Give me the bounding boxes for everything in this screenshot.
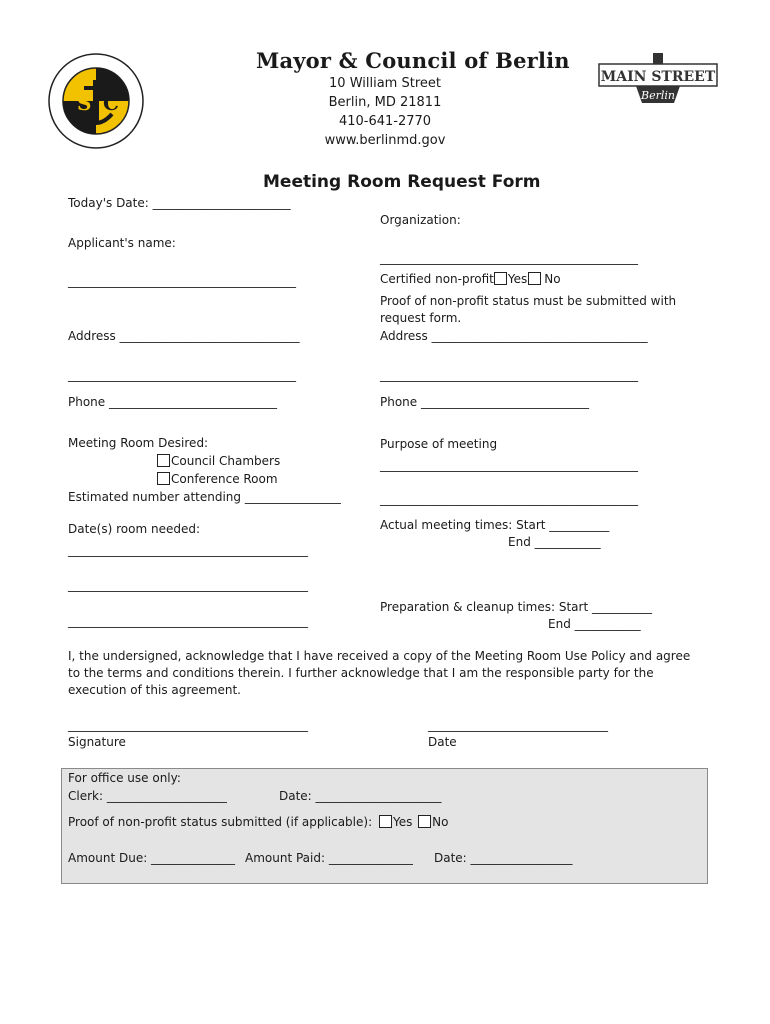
conference-room-checkbox[interactable] <box>157 472 170 485</box>
svg-text:S: S <box>77 91 92 115</box>
proof-note-line1: Proof of non-profit status must be submitted with <box>380 294 677 308</box>
prep-start-field[interactable]: Preparation & cleanup times: Start __________ <box>380 600 652 614</box>
proof-note-line2: request form. <box>380 311 462 325</box>
office-date-field[interactable]: Date: _____________________ <box>279 789 442 803</box>
form-title: Meeting Room Request Form <box>263 172 541 192</box>
dates-needed-line[interactable]: ________________________________________ <box>68 614 308 628</box>
organization-address-line2[interactable]: ___________________________________________ <box>380 368 638 382</box>
office-use-title: For office use only: <box>68 771 181 785</box>
office-proof-yes-label: Yes <box>392 815 413 829</box>
main-street-logo-subtext: Berlin <box>641 89 675 102</box>
purpose-line[interactable]: ___________________________________________ <box>380 458 638 472</box>
council-chambers-checkbox[interactable] <box>157 454 170 467</box>
page-title: Mayor & Council of Berlin <box>256 48 570 73</box>
organization-address-field[interactable]: Address ____________________________________ <box>380 329 648 343</box>
website: www.berlinmd.gov <box>324 133 446 148</box>
prep-end-field[interactable]: End ___________ <box>548 617 641 631</box>
amount-due-field[interactable]: Amount Due: ______________ <box>68 851 236 865</box>
amount-paid-field[interactable]: Amount Paid: ______________ <box>245 851 413 865</box>
certified-nonprofit-label: Certified non-profit <box>380 272 494 286</box>
office-proof-yes-checkbox[interactable] <box>379 815 392 828</box>
main-street-logo-text: MAIN STREET <box>600 69 716 85</box>
main-street-logo <box>598 52 718 104</box>
todays-date-field[interactable]: Today's Date: _______________________ <box>68 196 291 210</box>
nonprofit-no-checkbox[interactable] <box>528 272 541 285</box>
organization-phone-field[interactable]: Phone ____________________________ <box>380 395 589 409</box>
option-council-chambers[interactable] <box>157 454 280 468</box>
organization-field[interactable]: ___________________________________________ <box>380 251 638 265</box>
phone-number: 410-641-2770 <box>338 114 432 129</box>
purpose-line[interactable]: ___________________________________________ <box>380 492 638 506</box>
actual-end-field[interactable]: End ___________ <box>508 535 601 549</box>
paid-date-field[interactable]: Date: _________________ <box>434 851 573 865</box>
organization-label: Organization: <box>380 213 461 227</box>
city-address: Berlin, MD 21811 <box>328 95 442 110</box>
signature-line[interactable]: ________________________________________ <box>68 718 308 732</box>
applicant-phone-field[interactable]: Phone ____________________________ <box>68 395 277 409</box>
office-proof-no-checkbox[interactable] <box>418 815 431 828</box>
applicant-address-line2[interactable]: ______________________________________ <box>68 368 296 382</box>
dates-needed-label: Date(s) room needed: <box>68 522 200 536</box>
clerk-field[interactable]: Clerk: ____________________ <box>68 789 227 803</box>
certified-nonprofit-row <box>380 272 561 286</box>
acknowledgement-text: I, the undersigned, acknowledge that I have received a copy of the Meeting Room Use Policy and agree to the terms and conditions therein. I further acknowledge that I am the responsible party for the execution of this agreement. <box>68 649 691 697</box>
signature-label: Signature <box>68 735 126 749</box>
purpose-label: Purpose of meeting <box>380 437 498 451</box>
svg-text:C: C <box>103 91 119 115</box>
office-proof-no-label: No <box>432 815 449 829</box>
dates-needed-line[interactable]: ________________________________________ <box>68 578 308 592</box>
conference-room-label: Conference Room <box>171 472 278 486</box>
estimated-attending-field[interactable]: Estimated number attending ________________ <box>68 490 341 504</box>
nonprofit-yes-label: Yes <box>507 272 528 286</box>
office-proof-row <box>68 815 448 829</box>
office-proof-label: Proof of non-profit status submitted (if applicable): <box>68 815 373 829</box>
dates-needed-line[interactable]: ________________________________________ <box>68 543 308 557</box>
signature-date-line[interactable]: ______________________________ <box>428 718 608 732</box>
city-seal-logo <box>47 52 145 150</box>
nonprofit-no-label: No <box>544 272 561 286</box>
applicant-name-field[interactable]: ______________________________________ <box>68 274 296 288</box>
actual-start-field[interactable]: Actual meeting times: Start __________ <box>380 518 610 532</box>
option-conference-room[interactable] <box>157 472 278 486</box>
applicant-name-label: Applicant's name: <box>68 236 176 250</box>
applicant-address-field[interactable]: Address ______________________________ <box>68 329 300 343</box>
council-chambers-label: Council Chambers <box>171 454 281 468</box>
signature-date-label: Date <box>428 735 457 749</box>
nonprofit-yes-checkbox[interactable] <box>494 272 507 285</box>
meeting-room-label: Meeting Room Desired: <box>68 436 209 450</box>
street-address: 10 William Street <box>329 76 441 91</box>
